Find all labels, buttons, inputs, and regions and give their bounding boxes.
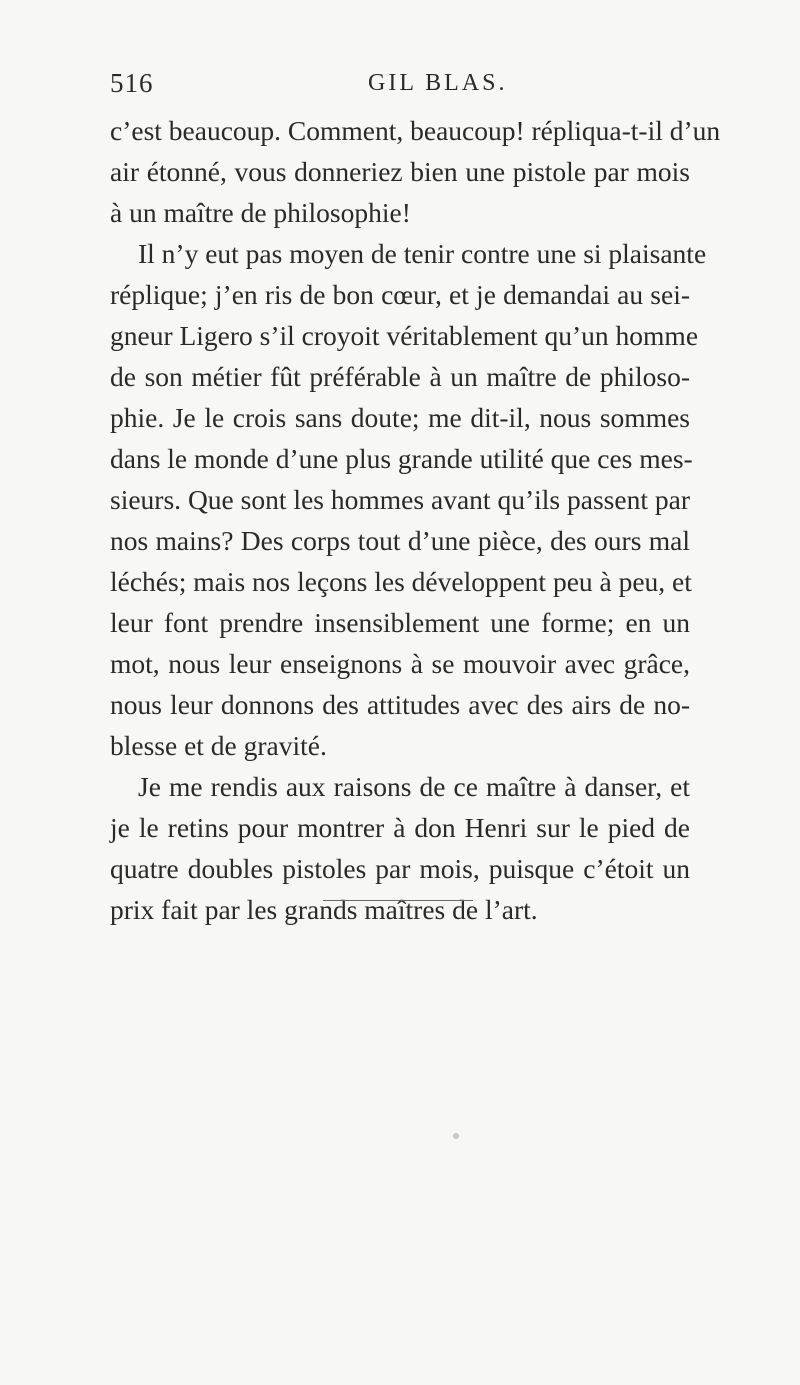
- text-line: quatre doubles pistoles par mois, puisque c’étoit un: [110, 853, 690, 884]
- text-line: c’est beaucoup. Comment, beaucoup! répliqua-t-il d’un: [110, 115, 721, 146]
- text-line: Je me rendis aux raisons de ce maître à danser, et: [138, 771, 690, 802]
- paragraph: [110, 233, 707, 766]
- text-line: air étonné, vous donneriez bien une pistole par mois: [110, 156, 690, 187]
- text-line: dans le monde d’une plus grande utilité que ces mes-: [110, 443, 693, 474]
- text-line: blesse et de gravité.: [110, 730, 327, 761]
- section-divider-rule: [323, 900, 473, 901]
- text-line: à un maître de philosophie!: [110, 197, 411, 228]
- text-line: prix fait par les grands maîtres de l’art.: [110, 894, 538, 925]
- text-line: je le retins pour montrer à don Henri sur le pied de: [110, 812, 690, 843]
- running-title: GIL BLAS.: [368, 70, 508, 96]
- text-line: réplique; j’en ris de bon cœur, et je demandai au sei-: [110, 279, 690, 310]
- paragraph: [110, 766, 690, 930]
- text-line: mot, nous leur enseignons à se mouvoir avec grâce,: [110, 648, 690, 679]
- ink-speck: [453, 1133, 459, 1139]
- text-line: phie. Je le crois sans doute; me dit-il, nous sommes: [110, 402, 690, 433]
- text-line: sieurs. Que sont les hommes avant qu’ils passent par: [110, 484, 690, 515]
- text-line: gneur Ligero s’il croyoit véritablement qu’un homme: [110, 320, 699, 351]
- page-header: [110, 68, 690, 108]
- text-line: de son métier fût préférable à un maître de philoso-: [110, 361, 690, 392]
- paragraph: [110, 110, 721, 233]
- text-line: Il n’y eut pas moyen de tenir contre une si plaisante: [138, 238, 707, 269]
- body-text: [110, 110, 721, 930]
- page-number: 516: [110, 68, 154, 98]
- text-line: léchés; mais nos leçons les développent peu à peu, et: [110, 566, 692, 597]
- text-line: leur font prendre insensiblement une forme; en un: [110, 607, 690, 638]
- text-line: nos mains? Des corps tout d’une pièce, des ours mal: [110, 525, 690, 556]
- text-line: nous leur donnons des attitudes avec des airs de no-: [110, 689, 690, 720]
